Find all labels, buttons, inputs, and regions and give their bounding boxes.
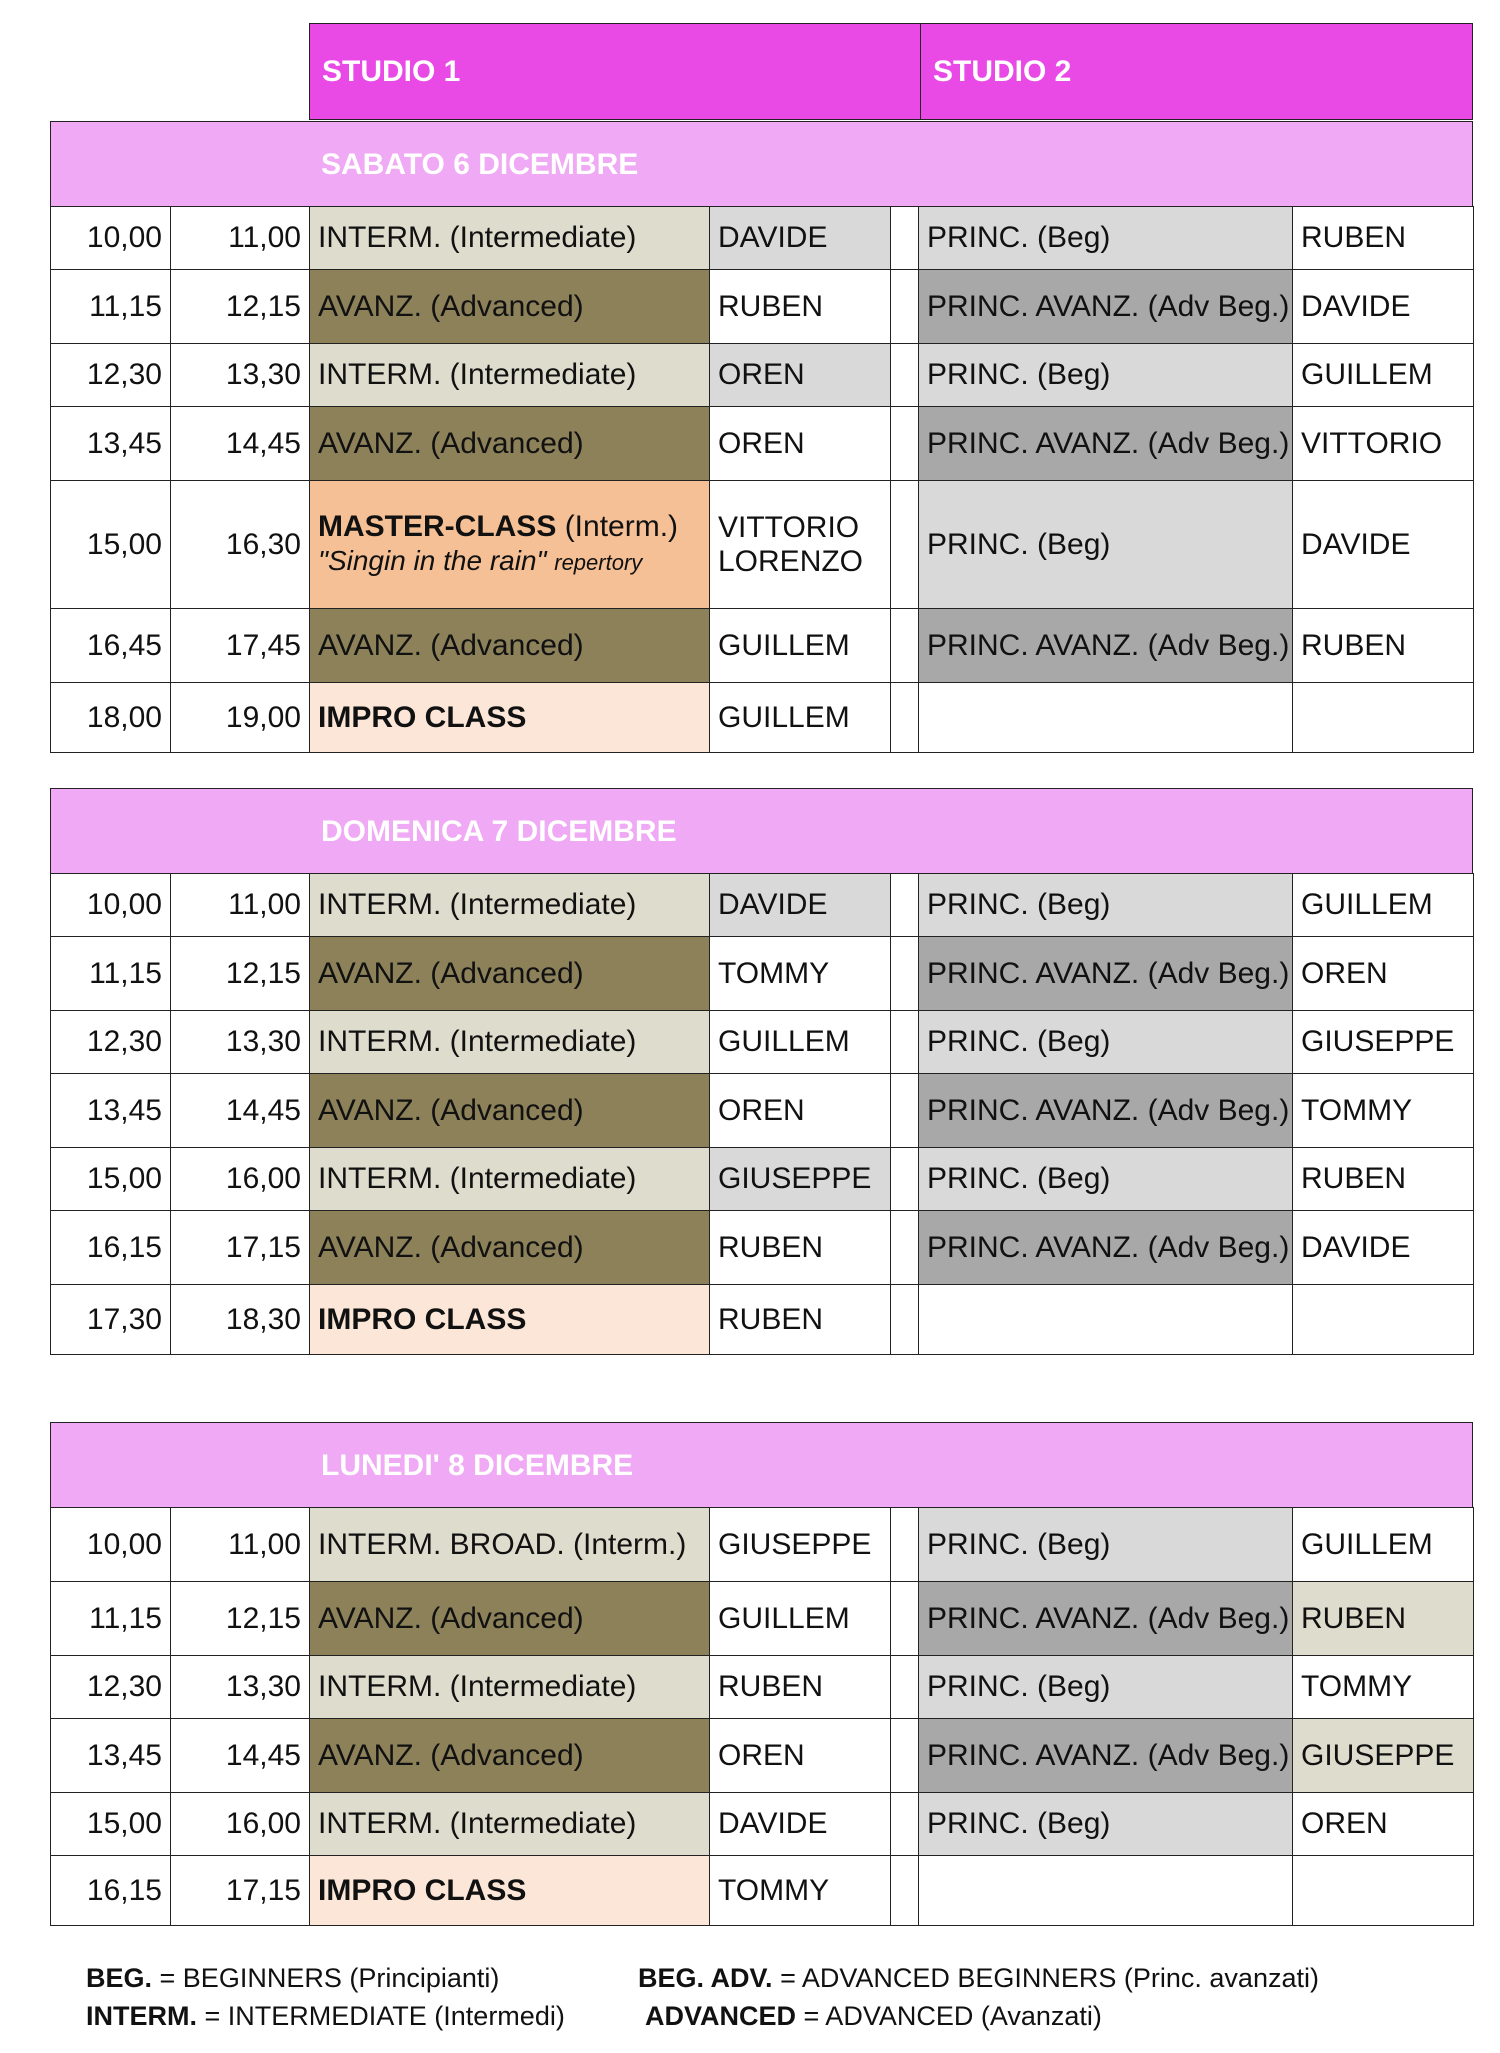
- schedule-table: [50, 206, 1474, 753]
- table-row: 16,15 17,15 AVANZ. (Advanced) RUBEN PRINC. AVANZ. (Adv Beg.) DAVIDE: [51, 1211, 1474, 1285]
- table-row: 11,15 12,15 AVANZ. (Advanced) RUBEN PRINC. AVANZ. (Adv Beg.) DAVIDE: [51, 270, 1474, 344]
- table-row: 13,45 14,45 AVANZ. (Advanced) OREN PRINC. AVANZ. (Adv Beg.) GIUSEPPE: [51, 1719, 1474, 1793]
- schedule-table: [50, 873, 1474, 1355]
- day-title: DOMENICA 7 DICEMBRE: [50, 788, 1473, 873]
- day-section-sunday: [50, 788, 1473, 1355]
- table-row: 10,00 11,00 INTERM. BROAD. (Interm.) GIUSEPPE PRINC. (Beg) GUILLEM: [51, 1508, 1474, 1582]
- table-row: 13,45 14,45 AVANZ. (Advanced) OREN PRINC. AVANZ. (Adv Beg.) TOMMY: [51, 1074, 1474, 1148]
- table-row: 15,00 16,00 INTERM. (Intermediate) GIUSEPPE PRINC. (Beg) RUBEN: [51, 1148, 1474, 1211]
- table-row: 18,00 19,00 IMPRO CLASS GUILLEM: [51, 683, 1474, 753]
- table-row: 11,15 12,15 AVANZ. (Advanced) GUILLEM PRINC. AVANZ. (Adv Beg.) RUBEN: [51, 1582, 1474, 1656]
- table-row: 16,15 17,15 IMPRO CLASS TOMMY: [51, 1856, 1474, 1926]
- studio-2-header: STUDIO 2: [921, 24, 1473, 120]
- table-row: 10,00 11,00 INTERM. (Intermediate) DAVIDE PRINC. (Beg) RUBEN: [51, 207, 1474, 270]
- table-row: 16,45 17,45 AVANZ. (Advanced) GUILLEM PRINC. AVANZ. (Adv Beg.) RUBEN: [51, 609, 1474, 683]
- table-row: 13,45 14,45 AVANZ. (Advanced) OREN PRINC. AVANZ. (Adv Beg.) VITTORIO: [51, 407, 1474, 481]
- day-title: LUNEDI' 8 DICEMBRE: [50, 1422, 1473, 1507]
- legend-interm: INTERM. = INTERMEDIATE (Intermedi): [86, 2001, 565, 2031]
- table-row: 17,30 18,30 IMPRO CLASS RUBEN: [51, 1285, 1474, 1355]
- legend-advanced: ADVANCED = ADVANCED (Avanzati): [645, 2001, 1102, 2031]
- table-row: 11,15 12,15 AVANZ. (Advanced) TOMMY PRINC. AVANZ. (Adv Beg.) OREN: [51, 937, 1474, 1011]
- day-section-monday: [50, 1422, 1473, 1926]
- legend-beg: BEG. = BEGINNERS (Principianti): [86, 1963, 500, 1993]
- table-row: 15,00 16,30 MASTER-CLASS (Interm.) "Singin in the rain" repertory VITTORIO LORENZO PRINC. (Beg) DAVIDE: [51, 481, 1474, 609]
- studio-1-header: STUDIO 1: [310, 24, 921, 120]
- table-row: 12,30 13,30 INTERM. (Intermediate) OREN PRINC. (Beg) GUILLEM: [51, 344, 1474, 407]
- table-row: 12,30 13,30 INTERM. (Intermediate) RUBEN PRINC. (Beg) TOMMY: [51, 1656, 1474, 1719]
- table-row: 15,00 16,00 INTERM. (Intermediate) DAVIDE PRINC. (Beg) OREN: [51, 1793, 1474, 1856]
- schedule-table: [50, 1507, 1474, 1926]
- masterclass-cell: MASTER-CLASS (Interm.) "Singin in the rain" repertory: [310, 481, 710, 609]
- table-row: 12,30 13,30 INTERM. (Intermediate) GUILLEM PRINC. (Beg) GIUSEPPE: [51, 1011, 1474, 1074]
- table-row: 10,00 11,00 INTERM. (Intermediate) DAVIDE PRINC. (Beg) GUILLEM: [51, 874, 1474, 937]
- day-section-saturday: [50, 121, 1473, 753]
- legend-beg-adv: BEG. ADV. = ADVANCED BEGINNERS (Princ. avanzati): [638, 1963, 1319, 1993]
- day-title: SABATO 6 DICEMBRE: [50, 121, 1473, 206]
- studio-header: [309, 23, 1473, 120]
